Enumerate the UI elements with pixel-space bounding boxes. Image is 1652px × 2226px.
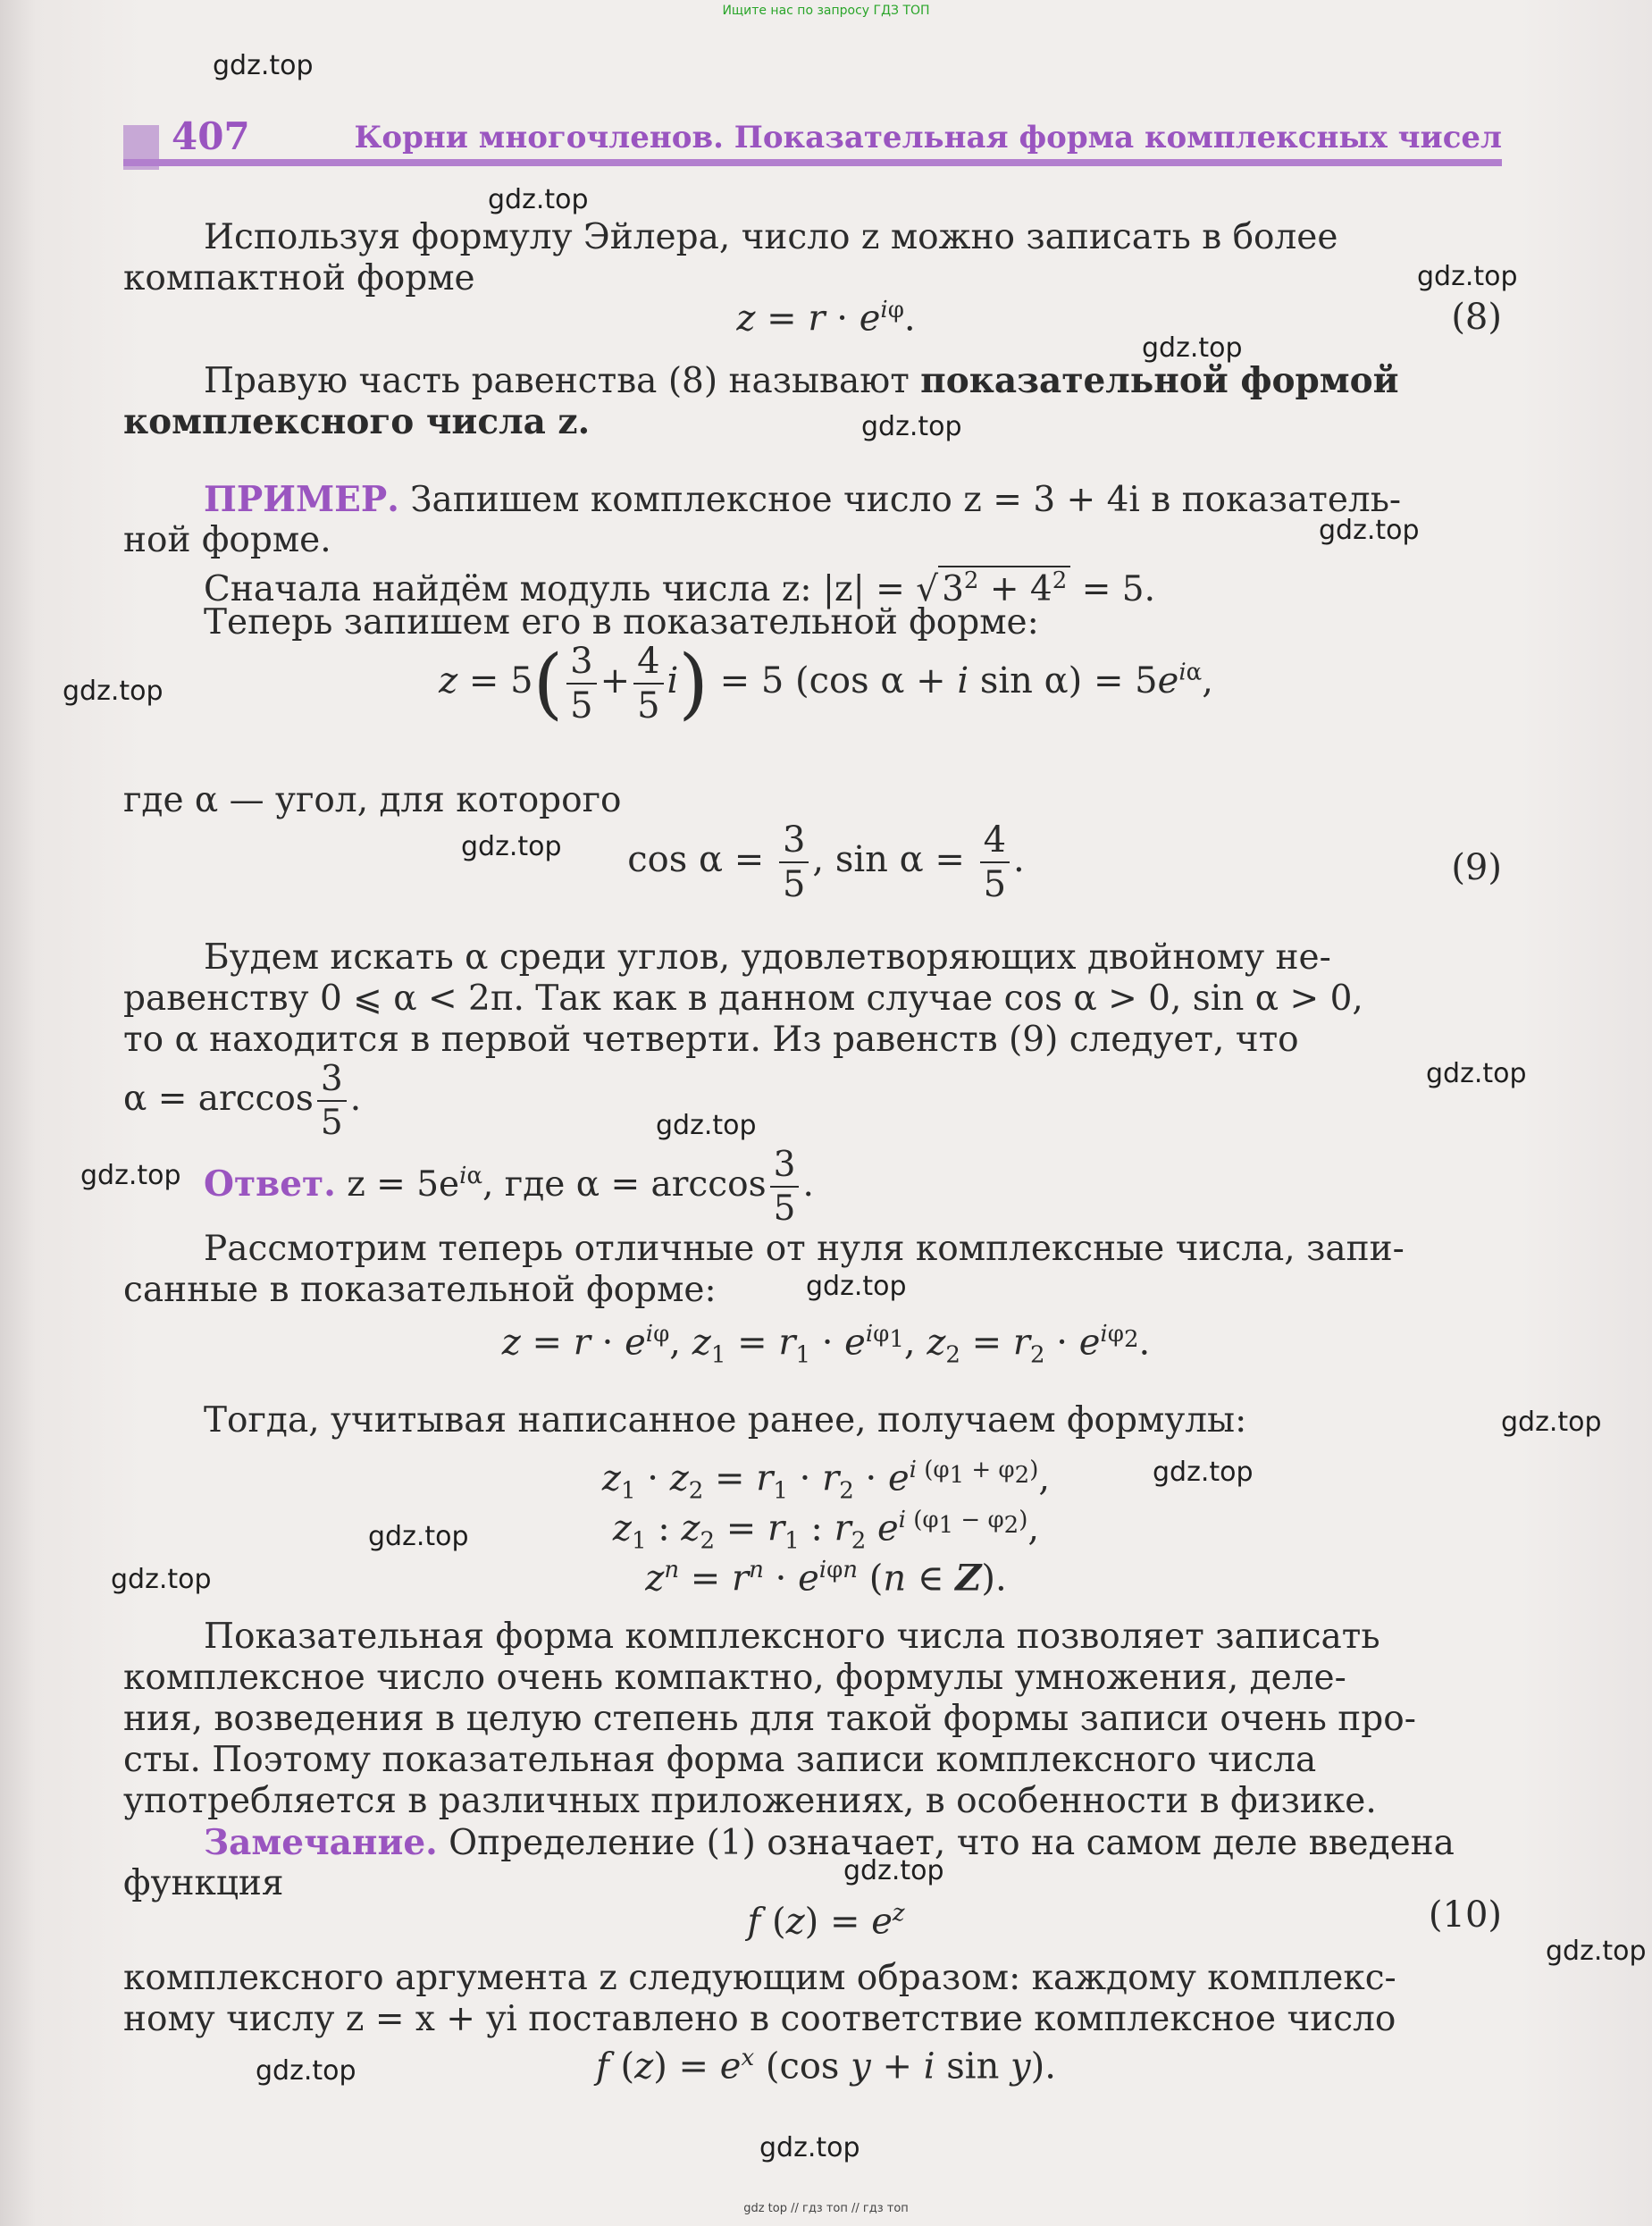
bottom-note: gdz top // гдз топ // гдз топ [743, 2202, 909, 2215]
answer-label: Ответ. [204, 1163, 336, 1205]
text-line: комплексного аргумента z следующим образом: каждому комплекс- [123, 1958, 1396, 1998]
text-line: Используя формулу Эйлера, число z можно записать в более [204, 217, 1338, 257]
text-line: Показательная форма комплексного числа позволяет записать [204, 1617, 1380, 1657]
text-line: санные в показательной форме: [123, 1270, 717, 1310]
watermark-text: gdz.top [213, 50, 314, 81]
page-number: 407 [172, 114, 250, 158]
watermark-text: gdz.top [1501, 1407, 1602, 1438]
watermark-text: gdz.top [843, 1855, 944, 1886]
equation-number-8: (8) [1451, 297, 1502, 338]
watermark-text: gdz.top [759, 2132, 860, 2163]
formula-cos-sin: cos α = $\frac{3}{5}$ , sin α = $\frac{4}{5}$ . [627, 819, 1025, 905]
text-line: равенству 0 ⩽ α < 2π. Так как в данном случае cos α > 0, sin α > 0, [123, 979, 1363, 1019]
equation-number-9: (9) [1451, 847, 1502, 888]
example-label: ПРИМЕР. [204, 479, 399, 520]
running-title: Корни многочленов. Показательная форма комплексных чисел [354, 120, 1502, 155]
text-line: ному числу z = x + yi поставлено в соответствие комплексное число [123, 1999, 1396, 2039]
text-line: Тогда, учитывая написанное ранее, получаем формулы: [204, 1400, 1247, 1441]
watermark-text: gdz.top [256, 2055, 356, 2087]
formula-exp-complex: f $(z) = e^x$ (cos y + i sin y). [596, 2045, 1056, 2087]
formula-example-exponential: z = 5( $\frac{3}{5}$ + $\frac{4}{5}$ i) = 5 (cos α + i $\sin \alpha) = 5e^{i\alpha}$, [439, 639, 1213, 728]
watermark-text: gdz.top [1417, 261, 1518, 292]
equation-number-10: (10) [1428, 1894, 1502, 1936]
answer-line: Ответ. $z = 5e^{i\alpha}$, где α = arccos $\frac{3}{5}$ . [204, 1145, 814, 1229]
text-line: функция [123, 1863, 284, 1903]
text-line: употребляется в различных приложениях, в особенности в физике. [123, 1781, 1377, 1821]
header-rule [123, 159, 1502, 166]
watermark-text: gdz.top [80, 1160, 181, 1191]
text-span: , где α = arccos [482, 1164, 767, 1205]
text-span: Определение (1) означает, что на самом деле введена [437, 1823, 1455, 1863]
text-span: α = arccos [123, 1079, 314, 1119]
text-line: комплексное число очень компактно, формулы умножения, деле- [123, 1658, 1346, 1698]
watermark-text: gdz.top [806, 1271, 907, 1302]
text-line [204, 361, 1399, 401]
watermark-text: gdz.top [1426, 1058, 1527, 1089]
formula-f-of-z: f $(z) = e^z$ [747, 1900, 905, 1943]
watermark-text: gdz.top [861, 411, 962, 442]
text-line: Будем искать α среди углов, удовлетворяющих двойному не- [204, 937, 1331, 978]
alpha-equation: α = arccos $\frac{3}{5}$ . [123, 1059, 362, 1143]
text-line: ния, возведения в целую степень для такой формы записи очень про- [123, 1699, 1416, 1739]
text-line: сты. Поэтому показательная форма записи комплексного числа [123, 1740, 1317, 1780]
watermark-text: gdz.top [63, 676, 164, 707]
text-span: Сначала найдём модуль числа z: |z| = [204, 569, 905, 609]
example-line [204, 480, 1401, 520]
text-line: Теперь запишем его в показательной форме: [204, 602, 1039, 643]
watermark-text: gdz.top [461, 831, 562, 862]
watermark-text: gdz.top [1153, 1457, 1254, 1488]
text-line: ной форме. [123, 520, 331, 560]
formula-multiply: $z_1 \cdot z_2 = r_1 \cdot r_2 \cdot e^{i (\varphi_1 + \varphi_2)}$, [601, 1457, 1051, 1505]
formula-euler-form: $z = r \cdot e^{i\varphi}$. [736, 297, 916, 340]
text-span: Запишем комплексное число z = 3 + 4i в показатель- [398, 480, 1402, 520]
top-search-note[interactable]: Ищите нас по запросу ГДЗ ТОП [722, 4, 930, 18]
remark-label: Замечание. [204, 1822, 438, 1863]
watermark-text: gdz.top [1319, 515, 1420, 546]
remark-line [204, 1823, 1455, 1863]
watermark-text: gdz.top [368, 1521, 469, 1552]
formula-power: $z^n = r^n \cdot e^{i\varphi n}$ (n ∈ Z). [645, 1557, 1007, 1600]
text-span: = 5. [1081, 569, 1155, 609]
text-line: Рассмотрим теперь отличные от нуля комплексные числа, запи- [204, 1229, 1405, 1269]
modulus-line: Сначала найдём модуль числа z: |z| = √ $3^2 + 4^2 = 5$. [204, 567, 1155, 609]
text-span: Правую часть равенства (8) называют [204, 361, 921, 401]
watermark-text: gdz.top [111, 1564, 212, 1595]
text-line: то α находится в первой четверти. Из равенств (9) следует, что [123, 1020, 1299, 1060]
watermark-text: gdz.top [1546, 1936, 1647, 1967]
text-span: z = 5e [335, 1164, 460, 1205]
text-line: комплексного числа z. [123, 401, 591, 442]
formula-three-numbers: $z = r \cdot e^{i\varphi}$, $z_1 = r_1 \cdot e^{i\varphi_1}$, $z_2 = r_2 \cdot e^{i\varphi_2}$. [501, 1321, 1151, 1369]
formula-divide: $z_1$ : $z_2 = r_1$ : $r_2$ $e^{i (\varphi_1 - \varphi_2)}$, [612, 1507, 1040, 1555]
text-line: где α — угол, для которого [123, 780, 622, 820]
watermark-text: gdz.top [656, 1110, 757, 1141]
watermark-text: gdz.top [1142, 332, 1243, 364]
watermark-text: gdz.top [488, 184, 589, 215]
text-line: компактной форме [123, 258, 475, 298]
term-exponential-form: показательной формой [920, 360, 1399, 401]
